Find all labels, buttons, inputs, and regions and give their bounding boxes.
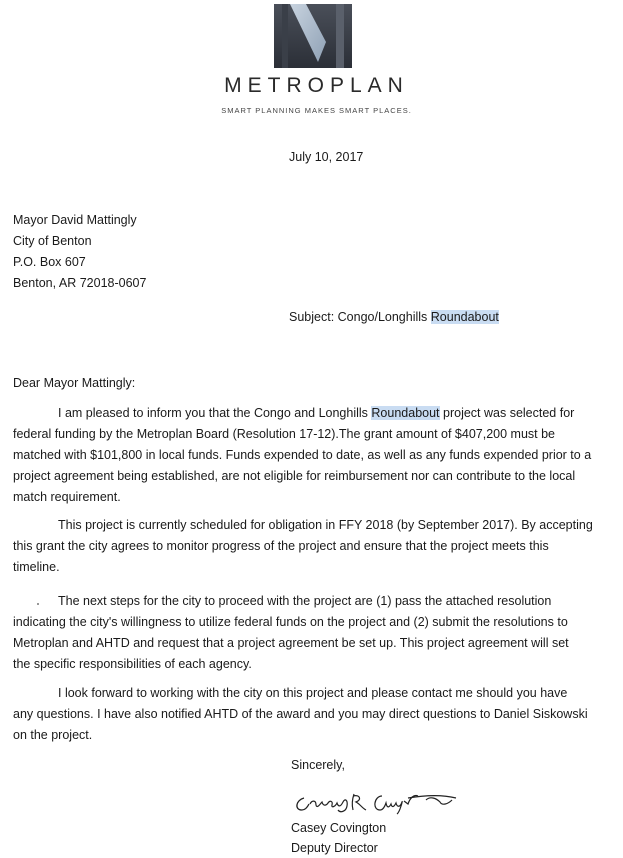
- handwritten-signature: [290, 786, 462, 816]
- signer-title: Deputy Director: [291, 841, 378, 855]
- paragraph-1-line: match requirement.: [13, 490, 121, 504]
- subject-line: [289, 310, 499, 324]
- brand-name: METROPLAN: [224, 74, 409, 97]
- p1-text-post: project was selected for: [439, 406, 575, 420]
- metroplan-logo-icon: [274, 4, 352, 68]
- paragraph-1: [13, 403, 619, 508]
- brand-tagline: SMART PLANNING MAKES SMART PLACES.: [221, 106, 412, 115]
- paragraph-1-line: federal funding by the Metroplan Board (Resolution 17-12).The grant amount of $407,200 must be: [13, 427, 556, 441]
- closing: Sincerely,: [291, 758, 345, 772]
- paragraph-4-line: any questions. I have also notified AHTD of the award and you may direct questions to Daniel Siskowski: [13, 707, 588, 721]
- paragraph-3: [13, 591, 619, 675]
- subject-prefix: Subject: Congo/Longhills: [289, 310, 431, 324]
- recipient-address: [13, 210, 146, 294]
- paragraph-3-line: indicating the city's willingness to utilize federal funds on the project and (2) submit the resolutions to: [13, 615, 568, 629]
- paragraph-4-line: I look forward to working with the city on this project and please contact me should you have: [58, 686, 568, 700]
- recipient-city-line: Benton, AR 72018-0607: [13, 276, 147, 290]
- paragraph-3-line: The next steps for the city to proceed with the project are (1) pass the attached resolution: [58, 594, 552, 608]
- signer-block: [291, 818, 386, 858]
- paragraph-3-line: Metroplan and AHTD and request that a project agreement be set up. This project agreement will set: [13, 636, 569, 650]
- recipient-po-box: P.O. Box 607: [13, 255, 86, 269]
- paragraph-2: [13, 515, 619, 578]
- paragraph-4: [13, 683, 619, 746]
- recipient-name: Mayor David Mattingly: [13, 213, 137, 227]
- subject-highlight: Roundabout: [430, 310, 499, 324]
- p1-text-pre: I am pleased to inform you that the Congo and Longhills: [58, 406, 372, 420]
- p1-highlight: Roundabout: [371, 406, 440, 420]
- signer-name: Casey Covington: [291, 821, 387, 835]
- recipient-org: City of Benton: [13, 234, 92, 248]
- paragraph-2-line: this grant the city agrees to monitor progress of the project and ensure that the project meets this: [13, 539, 549, 553]
- paragraph-1-line: [13, 403, 619, 424]
- paragraph-2-line: This project is currently scheduled for obligation in FFY 2018 (by September 2017). By accepting: [58, 518, 593, 532]
- salutation: Dear Mayor Mattingly:: [13, 376, 136, 390]
- paragraph-1-line: matched with $101,800 in local funds. Funds expended to date, as well as any funds expended prior to a: [13, 448, 592, 462]
- letter-date: July 10, 2017: [289, 150, 364, 164]
- paragraph-3-line: the specific responsibilities of each agency.: [13, 657, 252, 671]
- paragraph-4-line: on the project.: [13, 728, 93, 742]
- paragraph-1-line: project agreement being established, are not eligible for reimbursement nor can contribute to the local: [13, 469, 576, 483]
- paragraph-2-line: timeline.: [13, 560, 60, 574]
